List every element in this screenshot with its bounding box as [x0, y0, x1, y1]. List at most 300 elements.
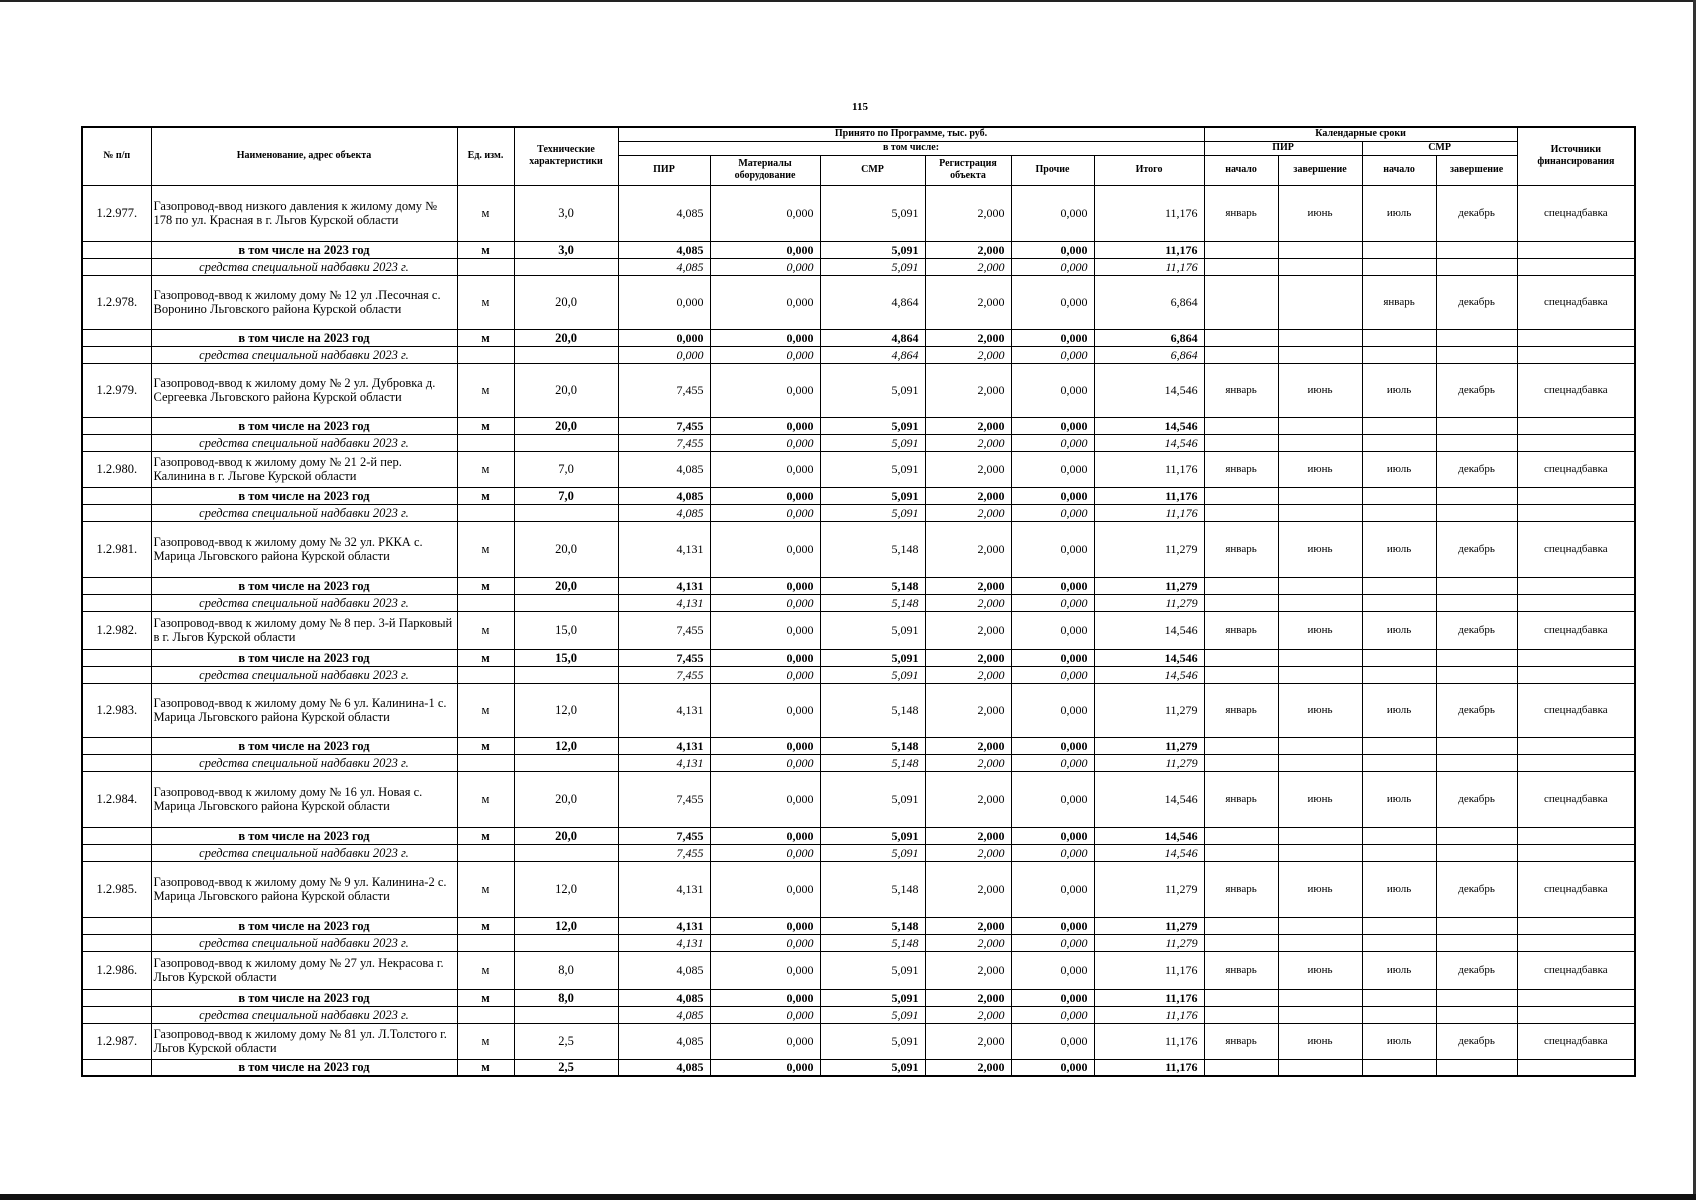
table-row — [82, 185, 1635, 241]
cell-num — [82, 594, 151, 611]
cell-total: 11,176 — [1094, 1006, 1204, 1023]
cell-num: 1.2.983. — [82, 683, 151, 737]
cell-source — [1517, 754, 1635, 771]
cell-other: 0,000 — [1011, 521, 1094, 577]
table-row-subtotal — [82, 417, 1635, 434]
cell-source — [1517, 346, 1635, 363]
cell-name: в том числе на 2023 год — [151, 577, 457, 594]
table-row — [82, 771, 1635, 827]
cell-materials: 0,000 — [710, 577, 820, 594]
cell-name: Газопровод-ввод к жилому дому № 81 ул. Л.Толстого г. Льгов Курской области — [151, 1023, 457, 1059]
cell-other: 0,000 — [1011, 275, 1094, 329]
cell-other: 0,000 — [1011, 771, 1094, 827]
cell-num — [82, 1059, 151, 1076]
cell-start-pir — [1204, 666, 1278, 683]
cell-end-pir: июнь — [1278, 185, 1362, 241]
cell-name: в том числе на 2023 год — [151, 917, 457, 934]
cell-name: средства специальной надбавки 2023 г. — [151, 434, 457, 451]
cell-name: средства специальной надбавки 2023 г. — [151, 504, 457, 521]
cell-source — [1517, 649, 1635, 666]
cell-materials: 0,000 — [710, 649, 820, 666]
cell-num — [82, 934, 151, 951]
cell-name: Газопровод-ввод низкого давления к жилому дому № 178 по ул. Красная в г. Льгов Курской области — [151, 185, 457, 241]
cell-source — [1517, 504, 1635, 521]
cell-total: 11,176 — [1094, 487, 1204, 504]
cell-start-smr: июль — [1362, 451, 1436, 487]
cell-total: 11,176 — [1094, 241, 1204, 258]
page-number: 115 — [852, 101, 868, 113]
cell-smr: 5,148 — [820, 594, 925, 611]
cell-materials: 0,000 — [710, 754, 820, 771]
table-row-subtotal — [82, 917, 1635, 934]
header-materials: Материалы оборудование — [710, 155, 820, 185]
cell-other: 0,000 — [1011, 1059, 1094, 1076]
cell-source — [1517, 434, 1635, 451]
cell-name: Газопровод-ввод к жилому дому № 12 ул .Песочная с. Воронино Льговского района Курской области — [151, 275, 457, 329]
cell-num — [82, 346, 151, 363]
cell-tech — [514, 346, 618, 363]
cell-start-pir — [1204, 258, 1278, 275]
cell-other: 0,000 — [1011, 241, 1094, 258]
cell-name: средства специальной надбавки 2023 г. — [151, 934, 457, 951]
header-end-pir: завершение — [1278, 155, 1362, 185]
cell-total: 11,279 — [1094, 737, 1204, 754]
cell-total: 14,546 — [1094, 417, 1204, 434]
cell-start-smr: июль — [1362, 611, 1436, 649]
cell-name: средства специальной надбавки 2023 г. — [151, 258, 457, 275]
cell-other: 0,000 — [1011, 577, 1094, 594]
cell-pir: 4,085 — [618, 1023, 710, 1059]
cell-start-smr — [1362, 754, 1436, 771]
cell-registration: 2,000 — [925, 1059, 1011, 1076]
cell-smr: 5,091 — [820, 771, 925, 827]
cell-smr: 5,148 — [820, 917, 925, 934]
cell-start-pir: январь — [1204, 1023, 1278, 1059]
cell-unit: м — [457, 241, 514, 258]
cell-num — [82, 329, 151, 346]
cell-source: спецнадбавка — [1517, 275, 1635, 329]
cell-source — [1517, 666, 1635, 683]
cell-smr: 5,148 — [820, 737, 925, 754]
cell-tech: 20,0 — [514, 417, 618, 434]
table-row-subtotal — [82, 827, 1635, 844]
cell-pir: 7,455 — [618, 649, 710, 666]
cell-end-smr — [1436, 594, 1517, 611]
table-row — [82, 1023, 1635, 1059]
cell-start-pir — [1204, 754, 1278, 771]
cell-end-smr — [1436, 346, 1517, 363]
cell-start-pir — [1204, 275, 1278, 329]
cell-tech — [514, 1006, 618, 1023]
cell-start-pir: январь — [1204, 683, 1278, 737]
cell-end-pir: июнь — [1278, 861, 1362, 917]
cell-end-pir — [1278, 1006, 1362, 1023]
cell-pir: 4,085 — [618, 989, 710, 1006]
cell-tech: 20,0 — [514, 771, 618, 827]
cell-materials: 0,000 — [710, 1059, 820, 1076]
cell-start-smr — [1362, 258, 1436, 275]
cell-end-smr: декабрь — [1436, 1023, 1517, 1059]
cell-start-smr — [1362, 844, 1436, 861]
cell-total: 11,279 — [1094, 577, 1204, 594]
cell-tech: 8,0 — [514, 989, 618, 1006]
cell-source: спецнадбавка — [1517, 771, 1635, 827]
header-other: Прочие — [1011, 155, 1094, 185]
cell-registration: 2,000 — [925, 989, 1011, 1006]
cell-num: 1.2.979. — [82, 363, 151, 417]
cell-start-smr — [1362, 594, 1436, 611]
cell-smr: 5,091 — [820, 1059, 925, 1076]
cell-start-pir — [1204, 844, 1278, 861]
cell-registration: 2,000 — [925, 363, 1011, 417]
cell-end-smr — [1436, 649, 1517, 666]
cell-name: в том числе на 2023 год — [151, 989, 457, 1006]
cell-name: средства специальной надбавки 2023 г. — [151, 754, 457, 771]
cell-smr: 5,091 — [820, 611, 925, 649]
cell-end-smr — [1436, 934, 1517, 951]
cell-source — [1517, 594, 1635, 611]
cell-start-pir — [1204, 827, 1278, 844]
cell-unit: м — [457, 989, 514, 1006]
cell-start-pir — [1204, 504, 1278, 521]
cell-other: 0,000 — [1011, 989, 1094, 1006]
cell-registration: 2,000 — [925, 434, 1011, 451]
cell-end-smr — [1436, 737, 1517, 754]
cell-registration: 2,000 — [925, 577, 1011, 594]
cell-tech — [514, 666, 618, 683]
cell-unit — [457, 844, 514, 861]
header-end-smr: завершение — [1436, 155, 1517, 185]
cell-end-smr — [1436, 258, 1517, 275]
cell-total: 14,546 — [1094, 827, 1204, 844]
cell-tech: 8,0 — [514, 951, 618, 989]
cell-unit — [457, 1006, 514, 1023]
cell-num — [82, 241, 151, 258]
cell-unit: м — [457, 417, 514, 434]
cell-total: 14,546 — [1094, 666, 1204, 683]
cell-source: спецнадбавка — [1517, 521, 1635, 577]
cell-registration: 2,000 — [925, 611, 1011, 649]
cell-num — [82, 989, 151, 1006]
cell-num — [82, 258, 151, 275]
cell-registration: 2,000 — [925, 487, 1011, 504]
cell-materials: 0,000 — [710, 329, 820, 346]
cell-source — [1517, 737, 1635, 754]
cell-unit: м — [457, 487, 514, 504]
cell-pir: 4,131 — [618, 683, 710, 737]
cell-start-pir — [1204, 329, 1278, 346]
cell-pir: 0,000 — [618, 275, 710, 329]
cell-smr: 5,148 — [820, 521, 925, 577]
cell-materials: 0,000 — [710, 771, 820, 827]
cell-source — [1517, 827, 1635, 844]
cell-smr: 4,864 — [820, 329, 925, 346]
cell-end-smr — [1436, 1006, 1517, 1023]
cell-tech — [514, 434, 618, 451]
cell-end-smr — [1436, 917, 1517, 934]
cell-end-pir: июнь — [1278, 1023, 1362, 1059]
cell-smr: 4,864 — [820, 275, 925, 329]
cell-pir: 4,131 — [618, 754, 710, 771]
cell-tech — [514, 934, 618, 951]
cell-end-smr: декабрь — [1436, 185, 1517, 241]
cell-other: 0,000 — [1011, 346, 1094, 363]
cell-tech: 7,0 — [514, 451, 618, 487]
cell-num — [82, 1006, 151, 1023]
cell-name: в том числе на 2023 год — [151, 737, 457, 754]
scan-edge-top — [0, 0, 1696, 2]
cell-end-smr — [1436, 577, 1517, 594]
header-unit: Ед. изм. — [457, 127, 514, 185]
cell-total: 11,279 — [1094, 521, 1204, 577]
cell-end-pir — [1278, 844, 1362, 861]
cell-num — [82, 504, 151, 521]
cell-tech: 3,0 — [514, 241, 618, 258]
cell-source: спецнадбавка — [1517, 861, 1635, 917]
cell-materials: 0,000 — [710, 861, 820, 917]
cell-unit: м — [457, 1059, 514, 1076]
cell-source: спецнадбавка — [1517, 1023, 1635, 1059]
cell-total: 6,864 — [1094, 329, 1204, 346]
cell-tech: 20,0 — [514, 827, 618, 844]
header-accepted: Принято по Программе, тыс. руб. — [618, 127, 1204, 141]
cell-pir: 0,000 — [618, 346, 710, 363]
cell-end-smr — [1436, 827, 1517, 844]
cell-end-smr: декабрь — [1436, 363, 1517, 417]
cell-smr: 5,091 — [820, 363, 925, 417]
cell-total: 11,176 — [1094, 1023, 1204, 1059]
table-row — [82, 521, 1635, 577]
cell-unit: м — [457, 827, 514, 844]
cell-start-pir — [1204, 417, 1278, 434]
cell-smr: 5,148 — [820, 861, 925, 917]
cell-end-pir — [1278, 487, 1362, 504]
cell-unit: м — [457, 577, 514, 594]
cell-num — [82, 417, 151, 434]
cell-smr: 5,091 — [820, 666, 925, 683]
cell-materials: 0,000 — [710, 258, 820, 275]
cell-source: спецнадбавка — [1517, 185, 1635, 241]
cell-source — [1517, 917, 1635, 934]
cell-start-smr — [1362, 417, 1436, 434]
cell-end-pir: июнь — [1278, 683, 1362, 737]
cell-name: в том числе на 2023 год — [151, 487, 457, 504]
cell-unit — [457, 666, 514, 683]
cell-start-pir — [1204, 241, 1278, 258]
cell-other: 0,000 — [1011, 451, 1094, 487]
cell-start-smr — [1362, 917, 1436, 934]
scan-edge-bottom — [0, 1194, 1696, 1200]
table-row-subtotal — [82, 1059, 1635, 1076]
cell-total: 11,279 — [1094, 683, 1204, 737]
cell-materials: 0,000 — [710, 363, 820, 417]
cell-tech: 12,0 — [514, 683, 618, 737]
cell-name: средства специальной надбавки 2023 г. — [151, 844, 457, 861]
cell-total: 6,864 — [1094, 346, 1204, 363]
cell-other: 0,000 — [1011, 611, 1094, 649]
cell-unit: м — [457, 683, 514, 737]
header-tech: Технические характеристики — [514, 127, 618, 185]
cell-unit: м — [457, 363, 514, 417]
cell-total: 11,176 — [1094, 451, 1204, 487]
cell-end-pir — [1278, 666, 1362, 683]
cell-source — [1517, 1006, 1635, 1023]
cell-other: 0,000 — [1011, 861, 1094, 917]
cell-materials: 0,000 — [710, 417, 820, 434]
cell-num — [82, 917, 151, 934]
cell-pir: 7,455 — [618, 434, 710, 451]
table-row — [82, 275, 1635, 329]
cell-registration: 2,000 — [925, 649, 1011, 666]
cell-pir: 7,455 — [618, 771, 710, 827]
cell-end-pir: июнь — [1278, 611, 1362, 649]
cell-smr: 5,091 — [820, 185, 925, 241]
cell-registration: 2,000 — [925, 666, 1011, 683]
cell-tech: 20,0 — [514, 329, 618, 346]
cell-source: спецнадбавка — [1517, 451, 1635, 487]
cell-start-smr — [1362, 827, 1436, 844]
cell-unit — [457, 346, 514, 363]
cell-registration: 2,000 — [925, 594, 1011, 611]
cell-source — [1517, 989, 1635, 1006]
cell-name: Газопровод-ввод к жилому дому № 16 ул. Новая с. Марица Льговского района Курской области — [151, 771, 457, 827]
cell-start-pir — [1204, 1059, 1278, 1076]
table-row-subtotal — [82, 329, 1635, 346]
cell-pir: 7,455 — [618, 611, 710, 649]
cell-end-pir — [1278, 577, 1362, 594]
cell-start-smr: июль — [1362, 363, 1436, 417]
header-start-smr: начало — [1362, 155, 1436, 185]
cell-end-smr: декабрь — [1436, 771, 1517, 827]
cell-end-smr — [1436, 241, 1517, 258]
cell-materials: 0,000 — [710, 346, 820, 363]
cell-start-pir — [1204, 487, 1278, 504]
cell-pir: 4,085 — [618, 504, 710, 521]
cell-registration: 2,000 — [925, 185, 1011, 241]
cell-smr: 5,091 — [820, 649, 925, 666]
cell-tech — [514, 258, 618, 275]
cell-start-pir — [1204, 737, 1278, 754]
table-row — [82, 861, 1635, 917]
cell-other: 0,000 — [1011, 666, 1094, 683]
cell-start-smr — [1362, 666, 1436, 683]
cell-start-pir — [1204, 649, 1278, 666]
cell-num — [82, 754, 151, 771]
cell-pir: 7,455 — [618, 363, 710, 417]
cell-other: 0,000 — [1011, 329, 1094, 346]
table-row-funding — [82, 346, 1635, 363]
cell-total: 14,546 — [1094, 844, 1204, 861]
header-calendar: Календарные сроки — [1204, 127, 1517, 141]
cell-start-pir: январь — [1204, 951, 1278, 989]
cell-num: 1.2.986. — [82, 951, 151, 989]
cell-start-smr — [1362, 1006, 1436, 1023]
table-row-funding — [82, 434, 1635, 451]
cell-tech: 12,0 — [514, 861, 618, 917]
cell-smr: 5,148 — [820, 754, 925, 771]
cell-start-smr: январь — [1362, 275, 1436, 329]
cell-source — [1517, 934, 1635, 951]
cell-unit: м — [457, 329, 514, 346]
cell-tech — [514, 594, 618, 611]
cell-pir: 4,085 — [618, 951, 710, 989]
cell-total: 11,176 — [1094, 504, 1204, 521]
table-row-funding — [82, 504, 1635, 521]
cell-tech: 20,0 — [514, 577, 618, 594]
cell-num: 1.2.984. — [82, 771, 151, 827]
cell-registration: 2,000 — [925, 754, 1011, 771]
cell-smr: 5,091 — [820, 951, 925, 989]
cell-start-pir: январь — [1204, 771, 1278, 827]
cell-source — [1517, 577, 1635, 594]
cell-end-pir — [1278, 649, 1362, 666]
cell-start-pir — [1204, 1006, 1278, 1023]
cell-unit — [457, 594, 514, 611]
header-num: № п/п — [82, 127, 151, 185]
cell-smr: 5,091 — [820, 434, 925, 451]
cell-materials: 0,000 — [710, 451, 820, 487]
table-body — [82, 185, 1635, 1076]
cell-name: в том числе на 2023 год — [151, 1059, 457, 1076]
cell-registration: 2,000 — [925, 683, 1011, 737]
cell-smr: 5,091 — [820, 258, 925, 275]
cell-num: 1.2.977. — [82, 185, 151, 241]
cell-smr: 5,091 — [820, 241, 925, 258]
cell-unit — [457, 934, 514, 951]
cell-total: 11,176 — [1094, 989, 1204, 1006]
cell-unit: м — [457, 451, 514, 487]
cell-pir: 4,085 — [618, 241, 710, 258]
cell-source — [1517, 417, 1635, 434]
cell-materials: 0,000 — [710, 934, 820, 951]
cell-total: 14,546 — [1094, 771, 1204, 827]
cell-materials: 0,000 — [710, 917, 820, 934]
cell-pir: 4,131 — [618, 737, 710, 754]
cell-other: 0,000 — [1011, 363, 1094, 417]
cell-end-smr — [1436, 844, 1517, 861]
cell-smr: 5,148 — [820, 577, 925, 594]
cell-end-pir — [1278, 594, 1362, 611]
cell-unit: м — [457, 611, 514, 649]
table-row — [82, 951, 1635, 989]
cell-materials: 0,000 — [710, 951, 820, 989]
cell-start-smr — [1362, 577, 1436, 594]
header-name: Наименование, адрес объекта — [151, 127, 457, 185]
cell-start-smr: июль — [1362, 771, 1436, 827]
cell-unit: м — [457, 1023, 514, 1059]
cell-materials: 0,000 — [710, 683, 820, 737]
cell-name: в том числе на 2023 год — [151, 827, 457, 844]
cell-registration: 2,000 — [925, 737, 1011, 754]
cell-tech: 7,0 — [514, 487, 618, 504]
cell-num — [82, 666, 151, 683]
table-row — [82, 611, 1635, 649]
cell-unit — [457, 504, 514, 521]
cell-materials: 0,000 — [710, 275, 820, 329]
cell-end-pir — [1278, 737, 1362, 754]
cell-pir: 4,085 — [618, 258, 710, 275]
cell-name: в том числе на 2023 год — [151, 329, 457, 346]
cell-unit — [457, 754, 514, 771]
cell-materials: 0,000 — [710, 844, 820, 861]
cell-start-smr: июль — [1362, 683, 1436, 737]
cell-registration: 2,000 — [925, 504, 1011, 521]
cell-registration: 2,000 — [925, 521, 1011, 577]
cell-end-smr: декабрь — [1436, 683, 1517, 737]
cell-other: 0,000 — [1011, 434, 1094, 451]
cell-num: 1.2.985. — [82, 861, 151, 917]
cell-other: 0,000 — [1011, 934, 1094, 951]
